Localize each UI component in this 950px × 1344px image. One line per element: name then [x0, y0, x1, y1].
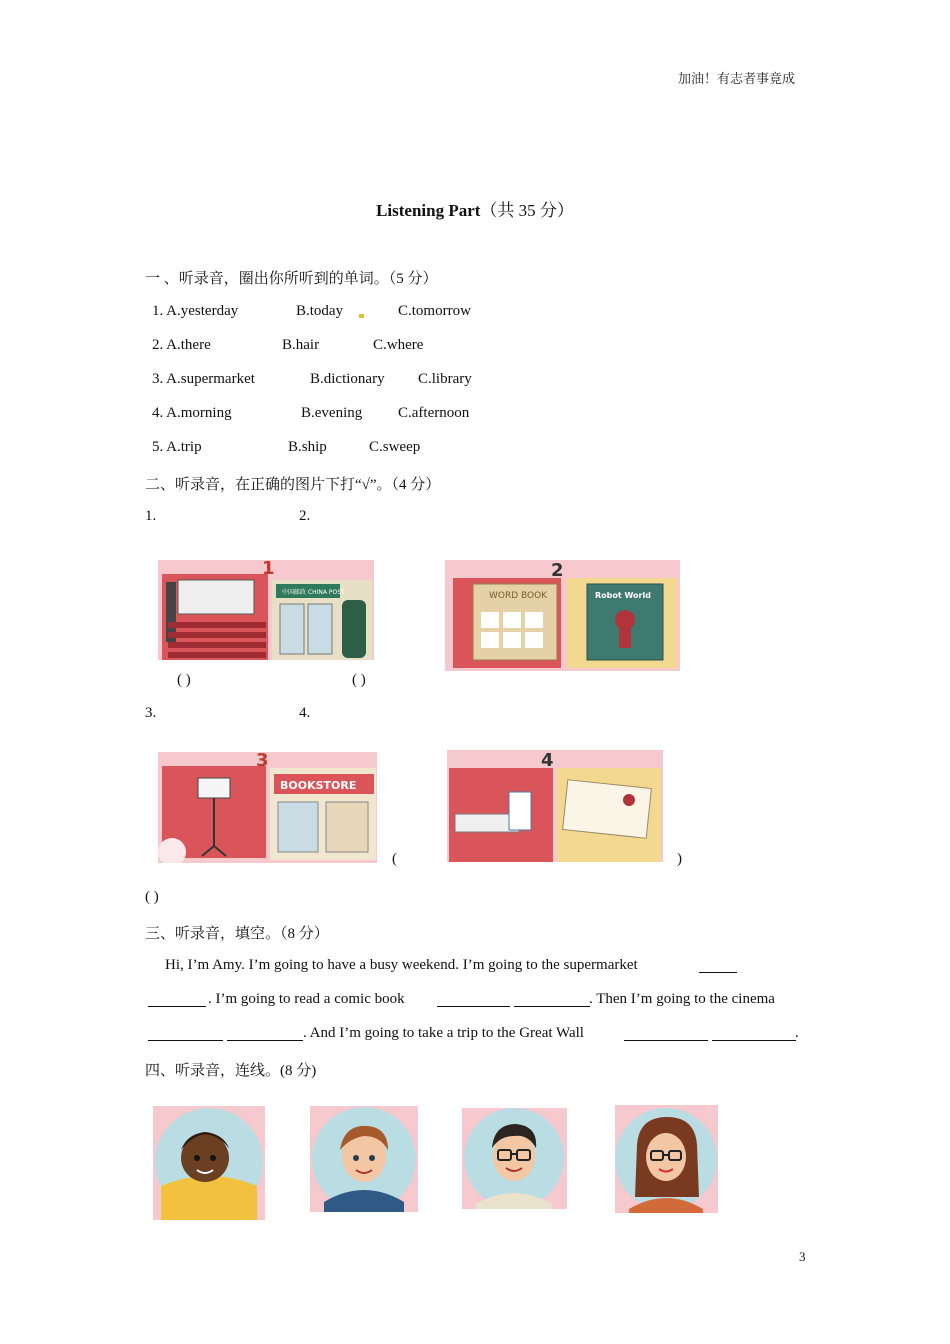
- answer-paren-3-close[interactable]: ): [677, 851, 682, 867]
- highlight-mark: [359, 314, 364, 318]
- fill-line-3b: .: [795, 1025, 799, 1041]
- avatar-man-glasses[interactable]: [462, 1108, 567, 1209]
- q2-option-c: C.where: [373, 337, 424, 353]
- header-note: 加油！有志者事竟成: [678, 71, 796, 86]
- picture-1-number: 1: [262, 560, 275, 579]
- q3-option-a: 3. A.supermarket: [152, 371, 255, 387]
- blank-8[interactable]: [712, 1040, 796, 1041]
- q3-option-b: B.dictionary: [310, 371, 385, 387]
- picture-3-number: 3: [256, 752, 269, 771]
- page-title: [0, 196, 950, 221]
- q4-option-b: B.evening: [301, 405, 363, 421]
- q2-option-b: B.hair: [282, 337, 320, 353]
- picture-3-bookstore: [158, 752, 377, 863]
- q5-option-a: 5. A.trip: [152, 439, 202, 455]
- q5-option-c: C.sweep: [369, 439, 421, 455]
- section1-heading: 一 、听录音，圈出你所听到的单词。（5 分）: [145, 271, 438, 287]
- blank-2[interactable]: [148, 1006, 206, 1007]
- avatar-boy-2[interactable]: [310, 1106, 418, 1212]
- blank-3[interactable]: [437, 1006, 510, 1007]
- section2-heading: 二、听录音，在正确的图片下打“√”。（4 分）: [145, 477, 441, 493]
- avatar-boy-1[interactable]: [153, 1106, 265, 1220]
- fill-line-2b: . Then I’m going to the cinema: [589, 991, 775, 1007]
- q4-option-a: 4. A.morning: [152, 405, 232, 421]
- q1-option-b: B.today: [296, 303, 344, 319]
- page-number: 3: [799, 1249, 806, 1264]
- picture-2-book2: Robot World: [595, 591, 651, 600]
- blank-5[interactable]: [148, 1040, 223, 1041]
- answer-paren-1[interactable]: ( ): [177, 672, 191, 688]
- q5-option-b: B.ship: [288, 439, 327, 455]
- q2-option-a: 2. A.there: [152, 337, 211, 353]
- title-rest: （共 35 分）: [480, 201, 574, 220]
- section3-heading: 三、听录音，填空。（8 分）: [145, 926, 329, 942]
- picture-2-books: [445, 560, 680, 671]
- picture-4-number: 4: [541, 750, 554, 771]
- picture-label-1: 1.: [145, 508, 157, 524]
- picture-1-sign: 中国邮政 CHINA POST: [282, 589, 345, 596]
- picture-4-postcard: [447, 750, 663, 862]
- picture-2-number: 2: [551, 560, 564, 581]
- answer-paren-4[interactable]: ( ): [145, 889, 159, 905]
- q1-option-c: C.tomorrow: [398, 303, 471, 319]
- title-bold: Listening Part: [376, 201, 481, 220]
- fill-line-3a: . And I’m going to take a trip to the Great Wall: [303, 1025, 584, 1041]
- picture-label-2: 2.: [299, 508, 311, 524]
- blank-6[interactable]: [227, 1040, 303, 1041]
- fill-line-2a: . I’m going to read a comic book: [208, 991, 405, 1007]
- section4-heading: 四、听录音，连线。(8 分): [145, 1063, 317, 1079]
- fill-line-1: Hi, I’m Amy. I’m going to have a busy weekend. I’m going to the supermarket: [165, 957, 638, 973]
- blank-4[interactable]: [514, 1006, 590, 1007]
- picture-label-3: 3.: [145, 705, 157, 721]
- picture-1-cinema-post: [158, 560, 374, 660]
- picture-2-book1: WORD BOOK: [489, 591, 548, 601]
- blank-1[interactable]: [699, 972, 737, 973]
- picture-3-sign: BOOKSTORE: [280, 779, 357, 792]
- answer-paren-3-open[interactable]: (: [392, 851, 397, 867]
- q4-option-c: C.afternoon: [398, 405, 470, 421]
- q1-option-a: 1. A.yesterday: [152, 303, 239, 319]
- blank-7[interactable]: [624, 1040, 708, 1041]
- answer-paren-2[interactable]: ( ): [352, 672, 366, 688]
- picture-label-4: 4.: [299, 705, 311, 721]
- q3-option-c: C.library: [418, 371, 472, 387]
- avatar-woman-glasses[interactable]: [615, 1105, 718, 1213]
